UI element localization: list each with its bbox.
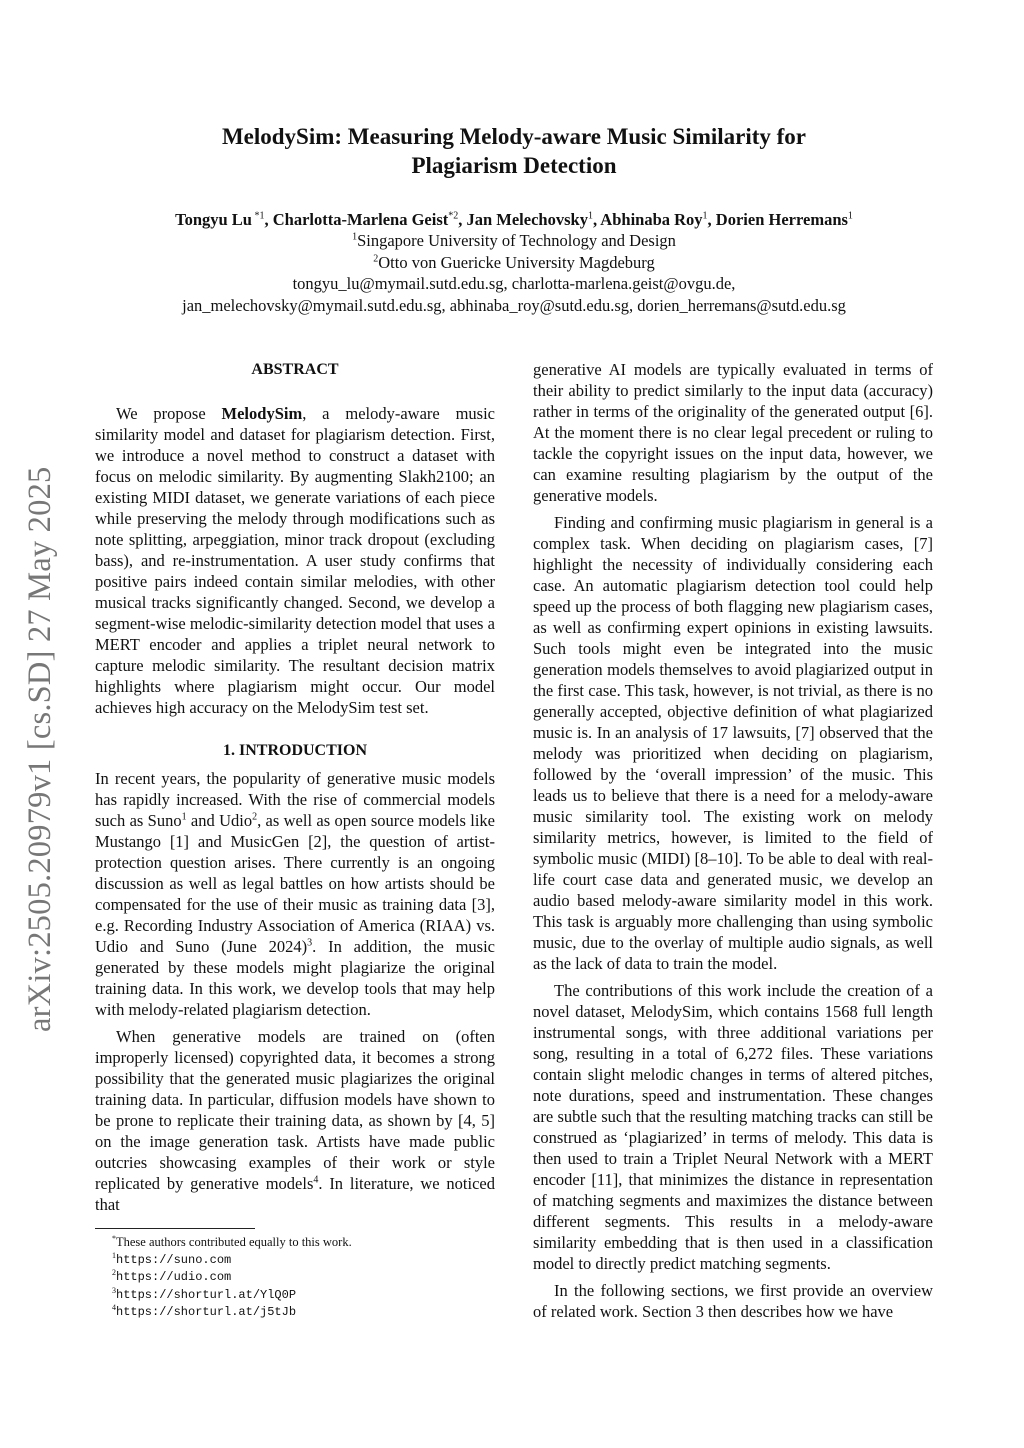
footnote: $^1$https://suno.com: [112, 1250, 232, 1267]
author-name: Jan Melechovsky: [466, 210, 588, 229]
footnote: $^3$https://shorturl.at/YlQ0P: [112, 1285, 297, 1302]
title-line-1: MelodySim: Measuring Melody-aware Music Similarity for: [221, 124, 807, 149]
right-column: [533, 359, 933, 1322]
footnote-divider: [95, 1228, 255, 1229]
affiliation-1: $^1$Singapore University of Technology and Design: [352, 231, 676, 250]
abstract-text: We propose MelodySim, a melody-aware music similarity model and dataset for plagiarism detection. First, we introduce a novel method to construct a dataset with focus on melodic similarity. By augmenting Slakh2100; an existing MIDI dataset, we generate variations of each piece while preserving the melody through modifications such as note splitting, arpeggiation, minor track dropout (excluding bass), and re-instrumentation. A user study confirms that positive pairs indeed contain similar melodies, with other musical tracks significantly changed. Second, we develop a segment-wise melodic-similarity detection model that uses a MERT encoder and applies a triplet neural network to capture melodic similarity. The resultant decision matrix highlights where plagiarism might occur. Our model achieves high accuracy on the MelodySim test set.: [95, 404, 495, 717]
body-paragraph: generative AI models are typically evaluated in terms of their ability to predict similarly to the input data (accuracy) rather in terms of the originality of the generated output [6]. At the moment there is no clear legal precedent or ruling to tackle the copyright issues on the input data, however, we can examine resulting plagiarism by the output of the generative models.: [533, 360, 933, 505]
author-affil-mark: *1: [251, 210, 265, 222]
footnote-ref: 1: [181, 811, 187, 823]
title-line-2: Plagiarism Detection: [411, 153, 617, 178]
footnote-url[interactable]: https://shorturl.at/j5tJb: [116, 1305, 297, 1319]
footnote-url[interactable]: https://udio.com: [116, 1270, 232, 1284]
affiliations: [100, 230, 928, 316]
arxiv-identifier-stamp: arXiv:2505.20979v1 [cs.SD] 27 May 2025: [22, 466, 58, 1032]
body-paragraph: In the following sections, we first provide an overview of related work. Section 3 then describes how we have: [533, 1281, 933, 1321]
footnote-url[interactable]: https://suno.com: [116, 1252, 232, 1267]
intro-paragraph-2: When generative models are trained on (often improperly licensed) copyrighted data, it becomes a strong possibility that the generated music plagiarizes the original training data. In particular, diffusion models have shown to be prone to replicate their training data, as shown by [4, 5] on the image generation task. Artists have made public outcries showcasing examples of their work or style replicated by generative models$^4$. In literature, we noticed that: [95, 1027, 495, 1214]
left-column: [95, 359, 495, 1215]
abstract-heading: ABSTRACT: [251, 361, 339, 378]
author-affil-mark: 1: [702, 210, 708, 222]
author-name: Dorien Herremans: [715, 210, 848, 229]
footnotes: [112, 1234, 352, 1321]
intro-paragraph-1: In recent years, the popularity of generative music models has rapidly increased. With the rise of commercial models such as Suno$^1$ and Udio$^2$, as well as open source models like Mustango [1] and MusicGen [2], the question of artist-protection question arises. There currently is an ongoing discussion as well as legal battles on how artists should be compensated for the use of their music as training data [3], e.g. Recording Industry Association of America (RIAA) vs. Udio and Suno (June 2024)$^3$. In addition, the music generated by these models might plagiarize the original training data. In this work, we develop tools that may help with melody-related plagiarism detection.: [95, 769, 495, 1019]
author-emails-line-1: tongyu_lu@mymail.sutd.edu.sg, charlotta-marlena.geist@ovgu.de,: [292, 274, 736, 293]
footnote: $^2$https://udio.com: [112, 1267, 232, 1284]
author-emails-line-2: jan_melechovsky@mymail.sutd.edu.sg, abhinaba_roy@sutd.edu.sg, dorien_herremans@sutd.edu.sg: [182, 295, 846, 315]
author-name: Abhinaba Roy: [600, 210, 703, 229]
introduction-heading: 1. INTRODUCTION: [222, 742, 367, 759]
author-name: Charlotta-Marlena Geist: [272, 210, 449, 229]
body-paragraph: The contributions of this work include the creation of a novel dataset, MelodySim, which contains 1568 full length instrumental songs, with three additional variations per song, resulting in a total of 6,272 files. These variations contain slight melodic changes in terms of altered pitches, note durations, speed and instrumentation. These changes are subtle such that the resulting matching tracks can still be construed as ‘plagiarized’ in terms of melody. This data is then used to train a Triplet Neural Network with a MERT encoder [11], that minimizes the distance in representation of matching segments and maximizes the distance between different segments. This results in a melody-aware similarity embedding that is then used in a classification model to directly predict matching segments.: [533, 981, 933, 1273]
body-paragraph: Finding and confirming music plagiarism in general is a complex task. When deciding on plagiarism cases, [7] highlight the necessity of individually considering each case. An automatic plagiarism detection tool could help speed up the process of both flagging new plagiarism cases, as well as confirming expert opinions in existing lawsuits. Such tools might even be integrated into the music generation models themselves to avoid plagiarized output in the first case. This task, however, is not trivial, as there is no generally accepted, objective definition of what plagiarized music is. In an analysis of 17 lawsuits, [7] observed that the melody was prioritized when deciding on plagiarism, followed by the ‘overall impression’ of the music. This leads us to believe that there is a need for a melody-aware music similarity tool. The existing work on melody similarity metrics, however, is limited to the field of symbolic music (MIDI) [8–10]. To be able to deal with real-life court case data and generated music, we develop an audio based melody-aware similarity model in this work. This task is arguably more challenging than using symbolic music, due to the overlay of multiple audio signals, as well as the lack of data to train the model.: [533, 513, 933, 973]
footnote-ref: 3: [307, 937, 313, 949]
author-name: Tongyu Lu: [175, 210, 252, 229]
footnote: $^4$https://shorturl.at/j5tJb: [112, 1302, 297, 1319]
author-affil-mark: 1: [587, 210, 593, 222]
author-affil-mark: 1: [847, 210, 853, 222]
affiliation-2: $^2$Otto von Guericke University Magdeburg: [373, 252, 655, 272]
model-name: MelodySim: [221, 404, 303, 423]
footnote-ref: 4: [313, 1174, 319, 1186]
footnote-url[interactable]: https://shorturl.at/YlQ0P: [116, 1287, 297, 1302]
footnote: *These authors contributed equally to this work.: [112, 1233, 352, 1249]
author-affil-mark: *2: [448, 210, 459, 222]
paper-title: [150, 122, 878, 180]
author-list: Tongyu Lu $^{*1}$, Charlotta-Marlena Geist$^{*2}$, Jan Melechovsky$^1$, Abhinaba Roy$^1$, Dorien Herremans$^1$: [175, 210, 853, 229]
footnote-ref: 2: [252, 811, 258, 823]
